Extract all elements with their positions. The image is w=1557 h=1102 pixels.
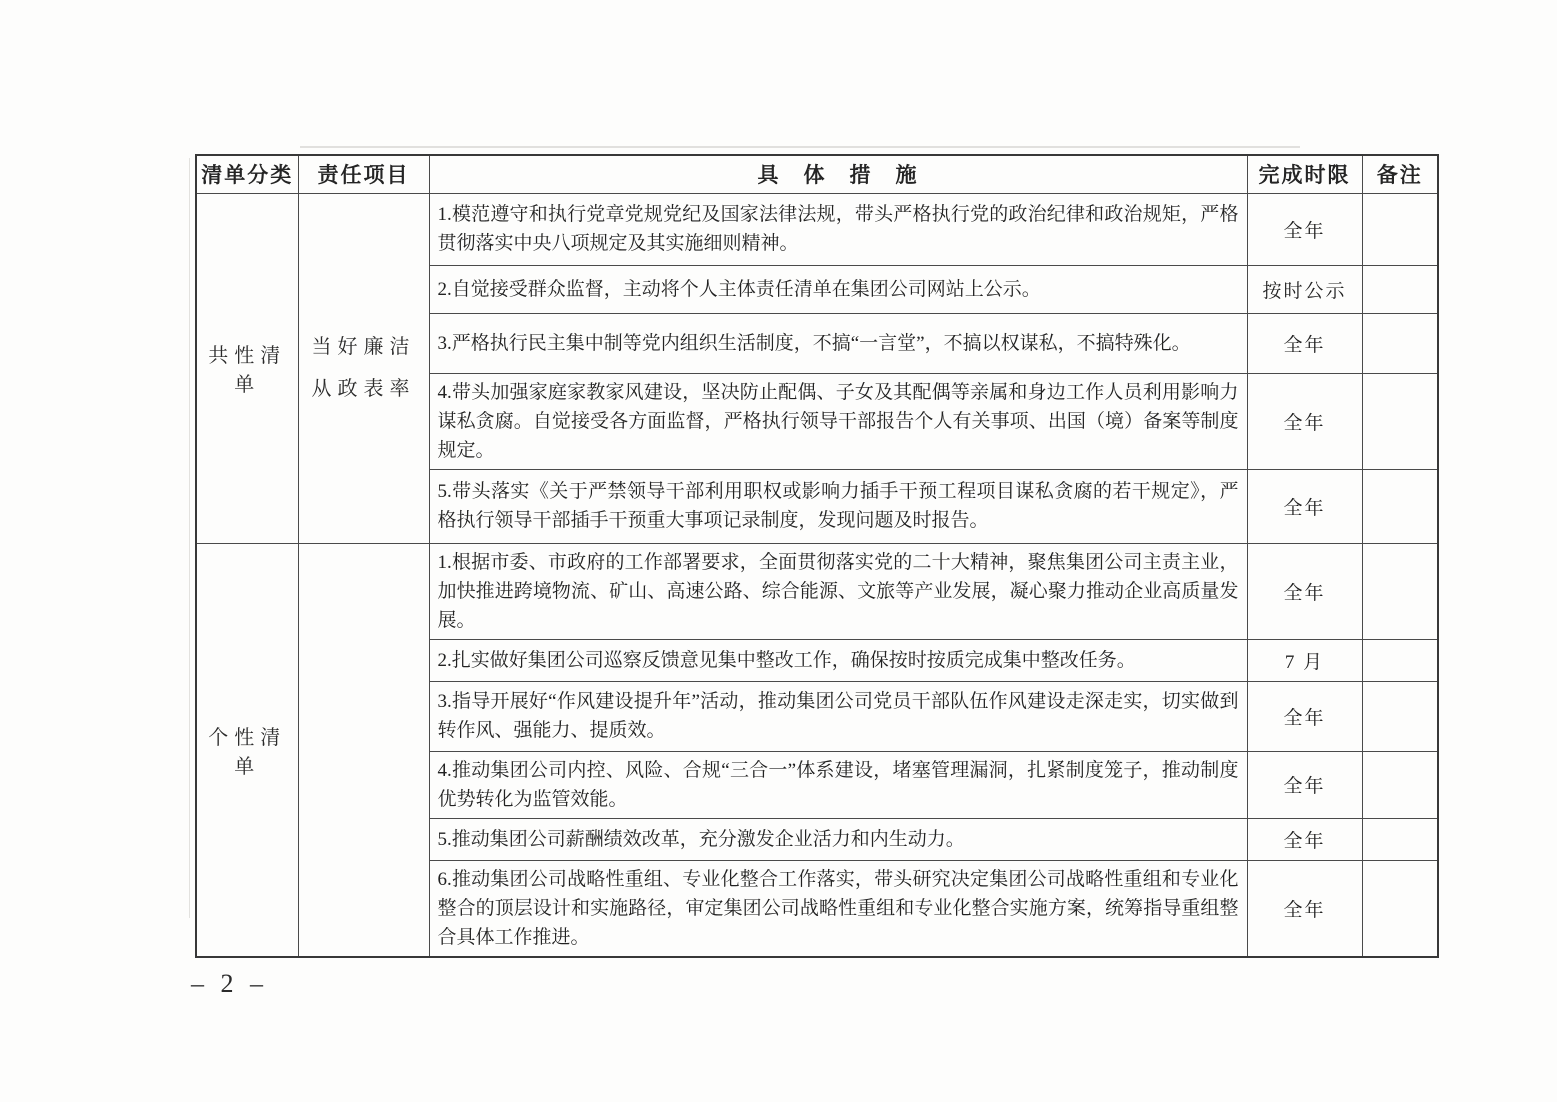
remark-cell bbox=[1362, 818, 1438, 860]
measure-cell: 5.推动集团公司薪酬绩效改革，充分激发企业活力和内生动力。 bbox=[429, 818, 1247, 860]
remark-cell bbox=[1362, 193, 1438, 265]
category-cell-individual: 个性清单 bbox=[196, 543, 298, 957]
scan-artifact-line-left bbox=[189, 158, 190, 918]
remark-cell bbox=[1362, 469, 1438, 543]
deadline-cell: 全年 bbox=[1247, 373, 1362, 469]
deadline-cell: 全年 bbox=[1247, 681, 1362, 751]
deadline-cell: 按时公示 bbox=[1247, 265, 1362, 313]
project-line: 当好廉洁 bbox=[311, 336, 416, 358]
measure-cell: 3.指导开展好“作风建设提升年”活动，推动集团公司党员干部队伍作风建设走深走实，切实做到转作风、强能力、提质效。 bbox=[429, 681, 1247, 751]
deadline-cell: 全年 bbox=[1247, 469, 1362, 543]
deadline-cell: 全年 bbox=[1247, 543, 1362, 639]
header-remark: 备注 bbox=[1362, 155, 1438, 193]
remark-cell bbox=[1362, 373, 1438, 469]
header-project: 责任项目 bbox=[298, 155, 429, 193]
measure-cell: 1.模范遵守和执行党章党规党纪及国家法律法规，带头严格执行党的政治纪律和政治规矩，严格贯彻落实中央八项规定及其实施细则精神。 bbox=[429, 193, 1247, 265]
remark-cell bbox=[1362, 681, 1438, 751]
table-row bbox=[196, 543, 1438, 639]
deadline-cell: 全年 bbox=[1247, 860, 1362, 957]
remark-cell bbox=[1362, 313, 1438, 373]
project-cell-common bbox=[298, 193, 429, 543]
deadline-cell: 全年 bbox=[1247, 751, 1362, 818]
page-number: – 2 – bbox=[191, 969, 264, 998]
deadline-cell: 全年 bbox=[1247, 818, 1362, 860]
responsibility-list-table bbox=[195, 154, 1439, 958]
project-cell-individual bbox=[298, 543, 429, 957]
table-row bbox=[196, 193, 1438, 265]
measure-cell: 4.带头加强家庭家教家风建设，坚决防止配偶、子女及其配偶等亲属和身边工作人员利用影响力谋私贪腐。自觉接受各方面监督，严格执行领导干部报告个人有关事项、出国（境）备案等制度规定。 bbox=[429, 373, 1247, 469]
measure-cell: 5.带头落实《关于严禁领导干部利用职权或影响力插手干预工程项目谋私贪腐的若干规定》，严格执行领导干部插手干预重大事项记录制度，发现问题及时报告。 bbox=[429, 469, 1247, 543]
measure-cell: 4.推动集团公司内控、风险、合规“三合一”体系建设，堵塞管理漏洞，扎紧制度笼子，推动制度优势转化为监管效能。 bbox=[429, 751, 1247, 818]
remark-cell bbox=[1362, 543, 1438, 639]
scan-artifact-line-top bbox=[300, 146, 1300, 148]
category-cell-common: 共性清单 bbox=[196, 193, 298, 543]
measure-cell: 2.扎实做好集团公司巡察反馈意见集中整改工作，确保按时按质完成集中整改任务。 bbox=[429, 639, 1247, 681]
measure-cell: 3.严格执行民主集中制等党内组织生活制度，不搞“一言堂”，不搞以权谋私，不搞特殊化。 bbox=[429, 313, 1247, 373]
remark-cell bbox=[1362, 860, 1438, 957]
deadline-cell: 7 月 bbox=[1247, 639, 1362, 681]
measure-cell: 6.推动集团公司战略性重组、专业化整合工作落实，带头研究决定集团公司战略性重组和专业化整合的顶层设计和实施路径，审定集团公司战略性重组和专业化整合实施方案，统筹指导重组整合具体工作推进。 bbox=[429, 860, 1247, 957]
header-category: 清单分类 bbox=[196, 155, 298, 193]
header-deadline: 完成时限 bbox=[1247, 155, 1362, 193]
deadline-cell: 全年 bbox=[1247, 193, 1362, 265]
header-measures: 具 体 措 施 bbox=[429, 155, 1247, 193]
measure-cell: 2.自觉接受群众监督，主动将个人主体责任清单在集团公司网站上公示。 bbox=[429, 265, 1247, 313]
measure-cell: 1.根据市委、市政府的工作部署要求，全面贯彻落实党的二十大精神，聚焦集团公司主责主业，加快推进跨境物流、矿山、高速公路、综合能源、文旅等产业发展，凝心聚力推动企业高质量发展。 bbox=[429, 543, 1247, 639]
remark-cell bbox=[1362, 639, 1438, 681]
remark-cell bbox=[1362, 265, 1438, 313]
remark-cell bbox=[1362, 751, 1438, 818]
deadline-cell: 全年 bbox=[1247, 313, 1362, 373]
table-header-row bbox=[196, 155, 1438, 193]
project-line: 从政表率 bbox=[311, 378, 416, 400]
